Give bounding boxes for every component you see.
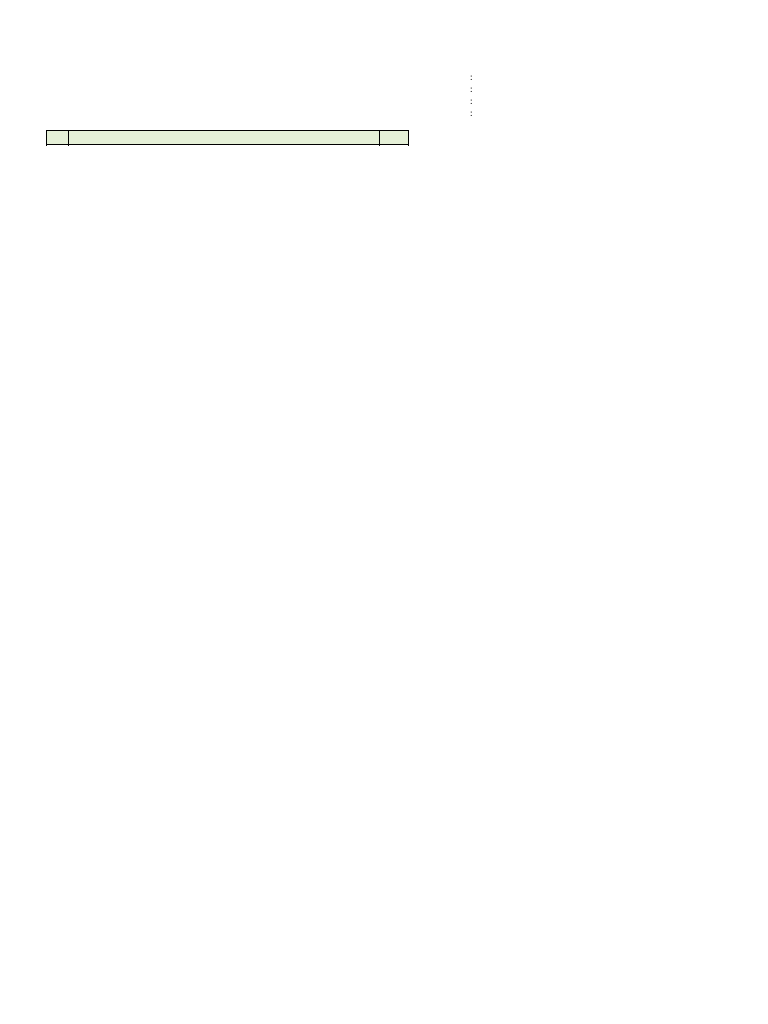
aw-header xyxy=(380,131,409,145)
unit-header xyxy=(69,131,380,145)
info-key xyxy=(381,83,470,95)
info-key xyxy=(381,107,470,119)
info-key xyxy=(381,71,470,83)
info-key xyxy=(381,95,470,107)
schedule-table-top xyxy=(46,130,438,145)
tm-header xyxy=(47,131,69,145)
school-info: : : : : xyxy=(381,71,484,119)
